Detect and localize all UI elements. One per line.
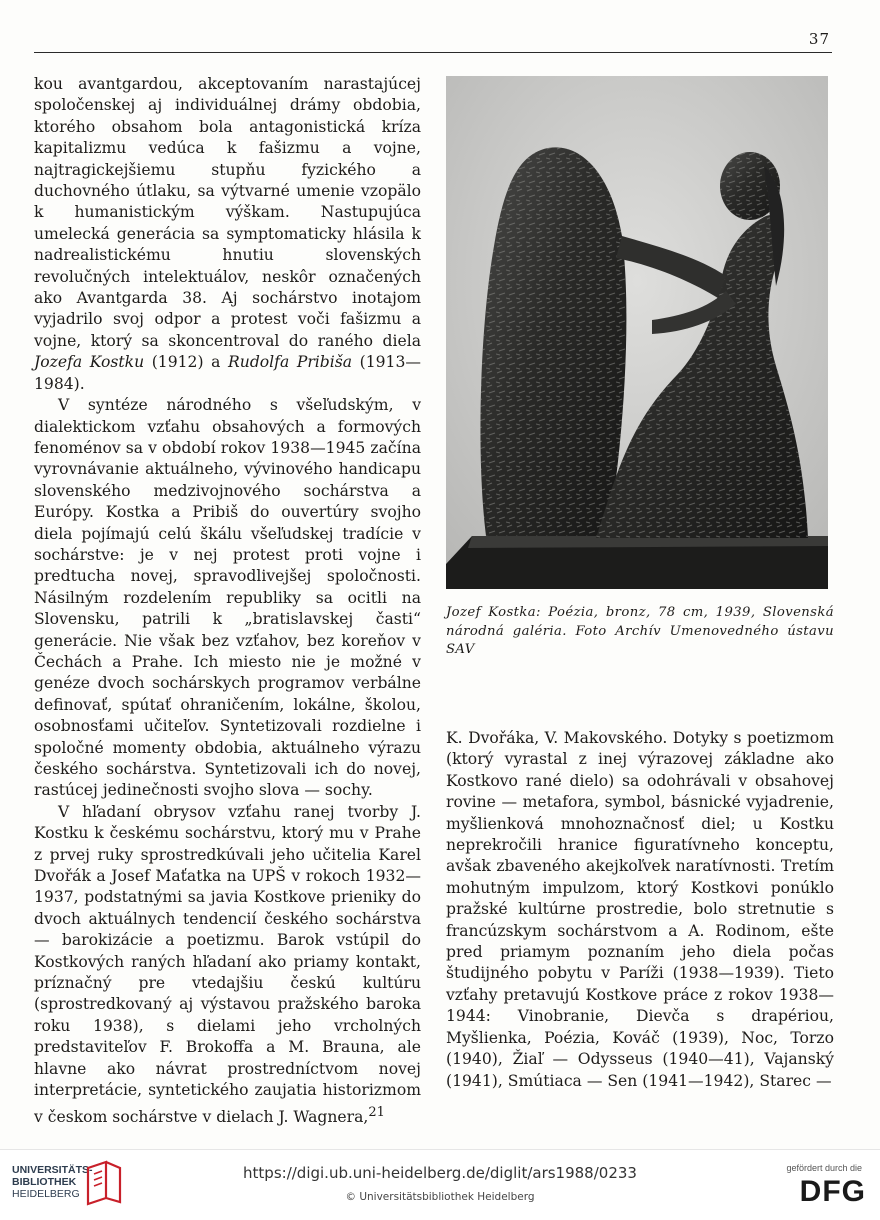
logo-line-2: BIBLIOTHEK: [12, 1176, 77, 1188]
logo-line-1: UNIVERSITÄTS-: [12, 1164, 93, 1176]
sculpture-image: [446, 76, 828, 589]
header-rule: [34, 52, 832, 53]
page-number: 37: [808, 30, 830, 48]
paragraph-1-text: kou avantgardou, akceptovaním narastajúcej spoločenskej aj individuálnej drámy obdobia, ktorého obsahom bola antagonistická kríza kapitalizmu vedúca k fašizmu a vojne, najtragickejšiemu stupňu fyzického a duchovného útlaku, sa výtvarné umenie vzopälo k humanistickým výškam. Nastupujúca umelecká generácia sa symptomaticky hlásila k nadrealistickému hnutiu slovenských revolučných intelektuálov, neskôr označených ako Avantgarda 38. Aj sochárstvo inotajom vyjadrilo svoj odpor a protest voči fašizmu a vojne, ktorý sa skoncentroval do raného diela: [34, 75, 421, 350]
figure-caption: Jozef Kostka: Poézia, bronz, 78 cm, 1939, Slovenská národná galéria. Foto Archív Umenovedného ústavu SAV: [446, 605, 834, 658]
paragraph-2: V syntéze národného s všeľudským, v dialektickom vzťahu obsahových a formových fenoménov sa v období rokov 1938—1945 začína vyrovnávanie aktuálneho, vývinového handicapu slovenského medzivojnového sochárstva a Európy. Kostka a Pribiš do ouvertúry svojho diela pojímajú celú škálu všeľudskej tradície v sochárstve: je v nej protest proti vojne i predtucha novej, spravodlivejšej spoločnosti. Násilným rozdelením republiky sa ocitli na Slovensku, patrili k „bratislavskej časti“ generácie. Nie však bez vzťahov, bez koreňov v Čechách a Prahe. Ich miesto nie je možné v genéze dvoch sochárskych programov verbálne definovať, spútať ohraničením, lokálne, školou, osobnosťami učiteľov. Syntetizovali rozdielne i spoločné momenty obdobia, aktuálneho výrazu českého sochárstva. Syntetizovali ich do novej, rastúcej jedinečnosti svojho slova — sochy.: [34, 396, 421, 800]
paragraph-3-text: V hľadaní obrysov vzťahu ranej tvorby J. Kostku k českému sochárstvu, ktorý mu v Prahe z prvej ruky sprostredkúvali jeho učitelia Karel Dvořák a Josef Maťatka na UPŠ v rokoch 1932—1937, podstatnými sa javia Kostkove prieniky do dvoch aktuálnych tendencií českého sochárstva — barokizácie a poetizmu. Barok vstúpil do Kostkových raných hľadaní ako priamy kontakt, príznačný pre vtedajšiu českú kultúru (sprostredkovaný aj výstavou pražského baroka roku 1938), s dielami jeho vrcholných predstaviteľov F. Brokoffa a M. Brauna, ale hlavne ako návrat prostredníctvom novej interpretácie, syntetického zaujatia historizmom v českom sochárstve v dielach J. Wagnera,: [34, 802, 421, 1126]
paragraph-3: [34, 802, 421, 1128]
source-url-link[interactable]: https://digi.ub.uni-heidelberg.de/diglit/ars1988/0233: [243, 1164, 637, 1182]
footer: [0, 1149, 880, 1220]
copyright-text: © Universitätsbibliothek Heidelberg: [345, 1191, 535, 1203]
paragraph-1: [34, 74, 421, 395]
paragraph-right: K. Dvořáka, V. Makovského. Dotyky s poetizmom (ktorý vyrastal z inej výrazovej základne ako Kostkovo rané dielo) sa odohrávali v obsahovej rovine — metafora, symbol, básnické vyjadrenie, myšlienková mnohoznačnosť diel; u Kostku neprekročili hranice figuratívneho konceptu, avšak zbaveného akejkoľvek naratívnosti. Tretím mohutným impulzom, ktorý Kostkovi ponúklo pražské kultúrne prostredie, bolo stretnutie s francúzskym sochárstvom a A. Rodinom, ešte pred priamym poznaním jeho diela počas študijného pobytu v Paríži (1938—1939). Tieto vzťahy pretavujú Kostkove práce z rokov 1938—1944: Vinobranie, Dievča s drapériou, Myšlienka, Poézia, Kováč (1939), Noc, Torzo (1940), Žiaľ — Odysseus (1940—41), Vajanský (1941), Smútiaca — Sen (1941—1942), Starec —: [446, 729, 834, 1090]
paragraph-1-mid: (1912) a: [144, 353, 229, 372]
right-column: [446, 728, 834, 1092]
sculpture-photograph: [446, 76, 828, 589]
name-kostka: Jozefa Kostku: [34, 353, 145, 372]
dfg-funding-text: gefördert durch die: [786, 1163, 862, 1173]
name-pribis: Rudolfa Pribiša: [228, 353, 353, 372]
dfg-logo[interactable]: DFG: [799, 1175, 866, 1208]
paragraph-1-end: (1913—1984).: [34, 353, 421, 393]
left-column: [34, 74, 421, 1128]
footnote-marker: 21: [368, 1104, 385, 1120]
logo-line-3: HEIDELBERG: [12, 1188, 80, 1200]
